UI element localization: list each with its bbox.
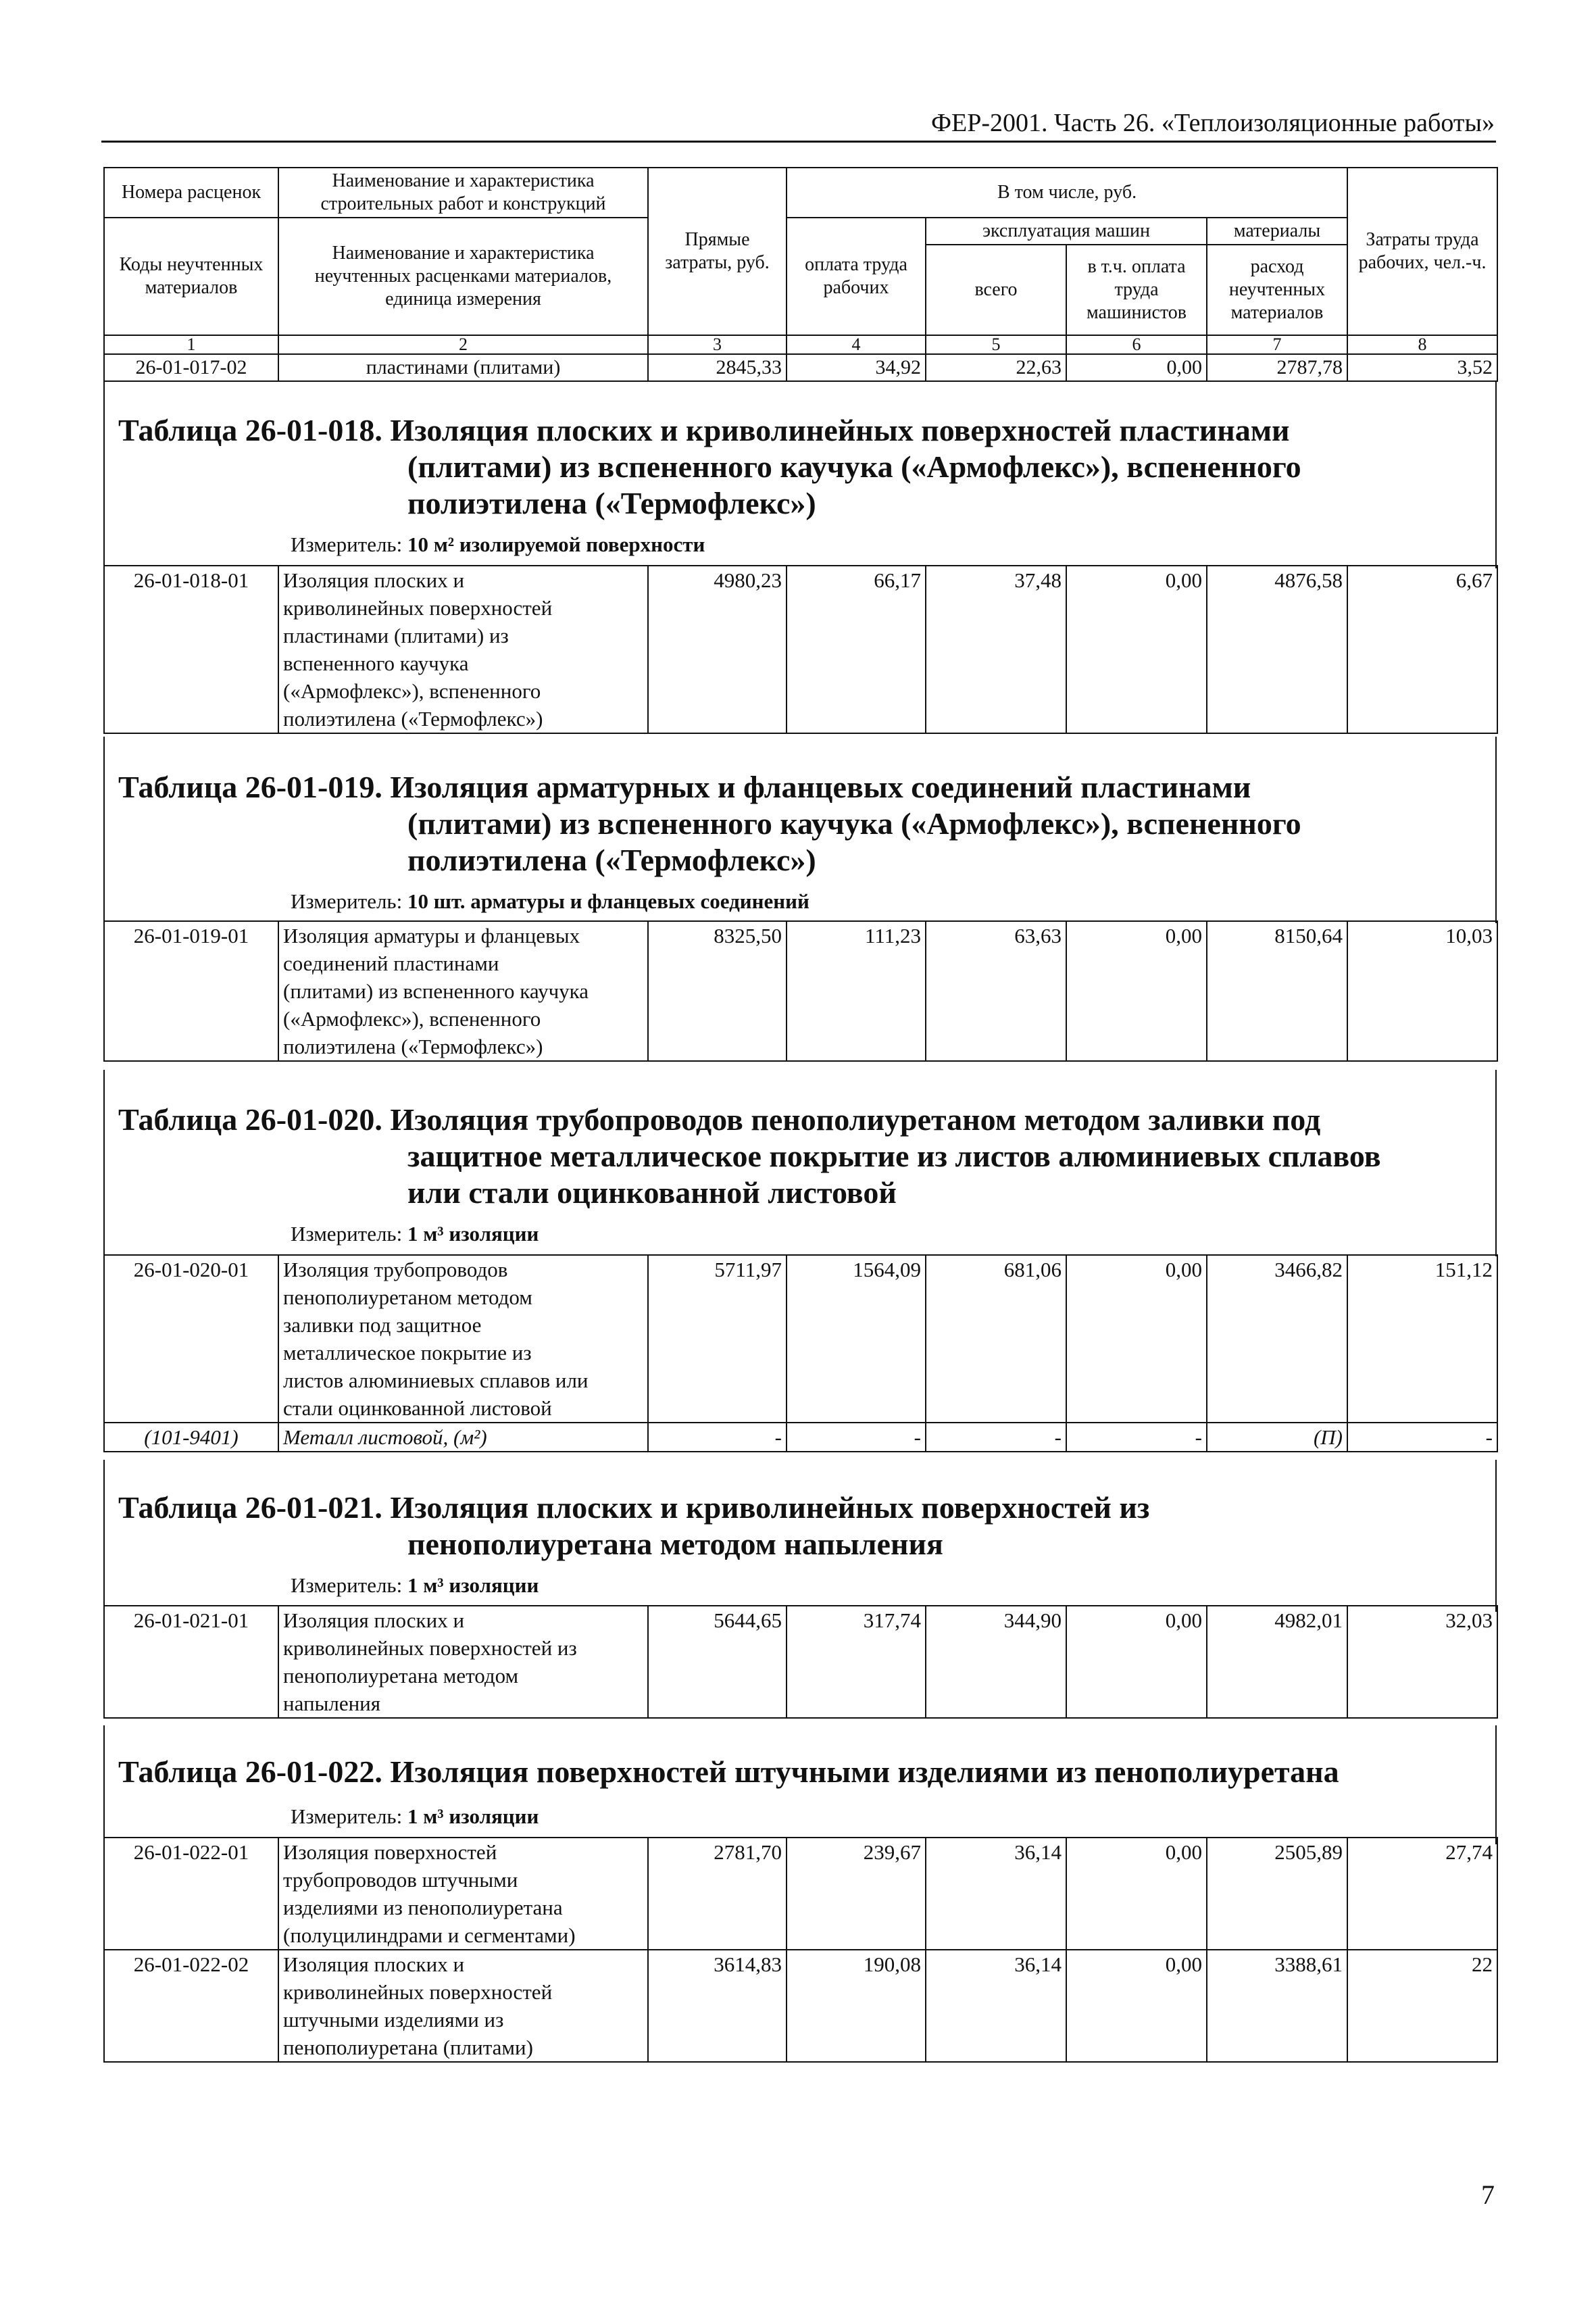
- value-wages: 34,92: [787, 354, 926, 381]
- rate-code: 26-01-019-01: [104, 921, 278, 1061]
- value-operators: 0,00: [1066, 1950, 1207, 2062]
- column-header-table: [103, 167, 1498, 382]
- value-labor: 22: [1347, 1950, 1497, 2062]
- value-materials: 3466,82: [1207, 1255, 1347, 1423]
- rate-code: 26-01-020-01: [104, 1255, 278, 1423]
- value-direct: 5711,97: [648, 1255, 787, 1423]
- header-incl: В том числе, руб.: [787, 168, 1347, 218]
- value-wages: 1564,09: [787, 1255, 926, 1423]
- value-direct: 2845,33: [648, 354, 787, 381]
- table-title: Таблица 26-01-019. Изоляция арматурных и фланцевых соединений пластинами (плитами) из вспененного каучука («Армофлекс»), вспененного полиэтилена («Термофлекс»): [118, 770, 1301, 877]
- value-wages: 239,67: [787, 1838, 926, 1950]
- value-operators: -: [1066, 1423, 1207, 1452]
- table-title: Таблица 26-01-020. Изоляция трубопроводов пенополиуретаном методом заливки под защитное металлическое покрытие из листов алюминиевых сплавов или стали оцинкованной листовой: [118, 1102, 1381, 1210]
- value-materials: (П): [1207, 1423, 1347, 1452]
- header-machines: эксплуатация машин: [926, 218, 1207, 245]
- column-number: 1: [104, 335, 278, 354]
- value-operators: 0,00: [1066, 566, 1207, 733]
- rate-name: Изоляция трубопроводов пенополиуретаном методом заливки под защитное металлическое покрытие из листов алюминиевых сплавов или стали оцинкованной листовой: [278, 1255, 648, 1423]
- table-row: [104, 1950, 1497, 2062]
- value-direct: -: [648, 1423, 787, 1452]
- value-materials: 4982,01: [1207, 1606, 1347, 1718]
- value-labor: 6,67: [1347, 566, 1497, 733]
- value-machines: 22,63: [926, 354, 1066, 381]
- header-materials-sub: расход неучтенных материалов: [1207, 245, 1347, 335]
- value-materials: 2787,78: [1207, 354, 1347, 381]
- page-number: 7: [1481, 2180, 1495, 2210]
- header-name-top: Наименование и характеристика строительных работ и конструкций: [278, 168, 648, 218]
- measure-unit: Измеритель: 10 шт. арматуры и фланцевых соединений: [291, 889, 809, 913]
- rate-name: Изоляция арматуры и фланцевых соединений пластинами (плитами) из вспененного каучука («Армофлекс»), вспененного полиэтилена («Термофлекс»): [278, 921, 648, 1061]
- column-number: 7: [1207, 335, 1347, 354]
- value-wages: 190,08: [787, 1950, 926, 2062]
- value-operators: 0,00: [1066, 354, 1207, 381]
- rate-table: [103, 920, 1498, 1062]
- value-machines: 344,90: [926, 1606, 1066, 1718]
- rate-table: [103, 1254, 1498, 1452]
- rate-name: Изоляция поверхностей трубопроводов штучными изделиями из пенополиуретана (полуцилиндрами и сегментами): [278, 1838, 648, 1950]
- rate-table: [103, 1837, 1498, 2063]
- rate-name: Изоляция плоских и криволинейных поверхностей штучными изделиями из пенополиуретана (плитами): [278, 1950, 648, 2062]
- column-number: 5: [926, 335, 1066, 354]
- table-title: Таблица 26-01-021. Изоляция плоских и криволинейных поверхностей из пенополиуретана методом напыления: [118, 1490, 1150, 1561]
- value-labor: 151,12: [1347, 1255, 1497, 1423]
- header-materials: материалы: [1207, 218, 1347, 245]
- rate-table: [103, 565, 1498, 734]
- rate-code: 26-01-022-01: [104, 1838, 278, 1950]
- header-labor: Затраты труда рабочих, чел.-ч.: [1347, 168, 1497, 335]
- header-machines-total: всего: [926, 245, 1066, 335]
- value-operators: 0,00: [1066, 921, 1207, 1061]
- column-number: 8: [1347, 335, 1497, 354]
- header-codes-top: Номера расценок: [104, 168, 278, 218]
- value-wages: 317,74: [787, 1606, 926, 1718]
- rate-code: 26-01-021-01: [104, 1606, 278, 1718]
- value-materials: 2505,89: [1207, 1838, 1347, 1950]
- value-labor: 27,74: [1347, 1838, 1497, 1950]
- value-operators: 0,00: [1066, 1606, 1207, 1718]
- material-name: Металл листовой, (м²): [278, 1423, 648, 1452]
- value-wages: -: [787, 1423, 926, 1452]
- value-labor: 3,52: [1347, 354, 1497, 381]
- value-direct: 3614,83: [648, 1950, 787, 2062]
- value-machines: 36,14: [926, 1950, 1066, 2062]
- measure-unit: Измеритель: 1 м³ изоляции: [291, 1222, 539, 1246]
- value-direct: 2781,70: [648, 1838, 787, 1950]
- value-labor: 10,03: [1347, 921, 1497, 1061]
- value-materials: 3388,61: [1207, 1950, 1347, 2062]
- value-direct: 5644,65: [648, 1606, 787, 1718]
- value-labor: -: [1347, 1423, 1497, 1452]
- table-row: [104, 921, 1497, 1061]
- value-wages: 66,17: [787, 566, 926, 733]
- rate-name: Изоляция плоских и криволинейных поверхностей пластинами (плитами) из вспененного каучука («Армофлекс»), вспененного полиэтилена («Термофлекс»): [278, 566, 648, 733]
- measure-unit: Измеритель: 1 м³ изоляции: [291, 1804, 539, 1828]
- measure-unit: Измеритель: 1 м³ изоляции: [291, 1573, 539, 1597]
- header-codes-bottom: Коды неучтенных материалов: [104, 218, 278, 335]
- table-title: Таблица 26-01-018. Изоляция плоских и криволинейных поверхностей пластинами (плитами) из вспененного каучука («Армофлекс»), вспененного полиэтилена («Термофлекс»): [118, 413, 1301, 520]
- value-direct: 4980,23: [648, 566, 787, 733]
- rate-code: 26-01-018-01: [104, 566, 278, 733]
- value-machines: -: [926, 1423, 1066, 1452]
- value-materials: 8150,64: [1207, 921, 1347, 1061]
- column-number: 3: [648, 335, 787, 354]
- value-operators: 0,00: [1066, 1255, 1207, 1423]
- rate-name: пластинами (плитами): [278, 354, 648, 381]
- value-direct: 8325,50: [648, 921, 787, 1061]
- column-number: 6: [1066, 335, 1207, 354]
- header-rule: [101, 141, 1496, 143]
- material-row: [104, 1423, 1497, 1452]
- column-number: 2: [278, 335, 648, 354]
- header-wages: оплата труда рабочих: [787, 218, 926, 335]
- material-code: (101-9401): [104, 1423, 278, 1452]
- running-head: ФЕР-2001. Часть 26. «Теплоизоляционные работы»: [931, 109, 1495, 137]
- rate-name: Изоляция плоских и криволинейных поверхностей из пенополиуретана методом напыления: [278, 1606, 648, 1718]
- measure-unit: Измеритель: 10 м² изолируемой поверхности: [291, 533, 705, 556]
- value-wages: 111,23: [787, 921, 926, 1061]
- column-number: 4: [787, 335, 926, 354]
- table-row: [104, 566, 1497, 733]
- value-operators: 0,00: [1066, 1838, 1207, 1950]
- table-row: [104, 1838, 1497, 1950]
- value-labor: 32,03: [1347, 1606, 1497, 1718]
- rate-code: 26-01-022-02: [104, 1950, 278, 2062]
- value-machines: 681,06: [926, 1255, 1066, 1423]
- rate-code: 26-01-017-02: [104, 354, 278, 381]
- table-title: Таблица 26-01-022. Изоляция поверхностей штучными изделиями из пенополиуретана: [118, 1754, 1339, 1789]
- value-machines: 37,48: [926, 566, 1066, 733]
- value-machines: 36,14: [926, 1838, 1066, 1950]
- table-row: [104, 1606, 1497, 1718]
- header-direct-costs: Прямые затраты, руб.: [648, 168, 787, 335]
- value-machines: 63,63: [926, 921, 1066, 1061]
- rate-table: [103, 1605, 1498, 1719]
- header-machines-incl: в т.ч. оплата труда машинистов: [1066, 245, 1207, 335]
- header-name-bottom: Наименование и характеристика неучтенных расценками материалов, единица измерения: [278, 218, 648, 335]
- value-materials: 4876,58: [1207, 566, 1347, 733]
- table-row: [104, 1255, 1497, 1423]
